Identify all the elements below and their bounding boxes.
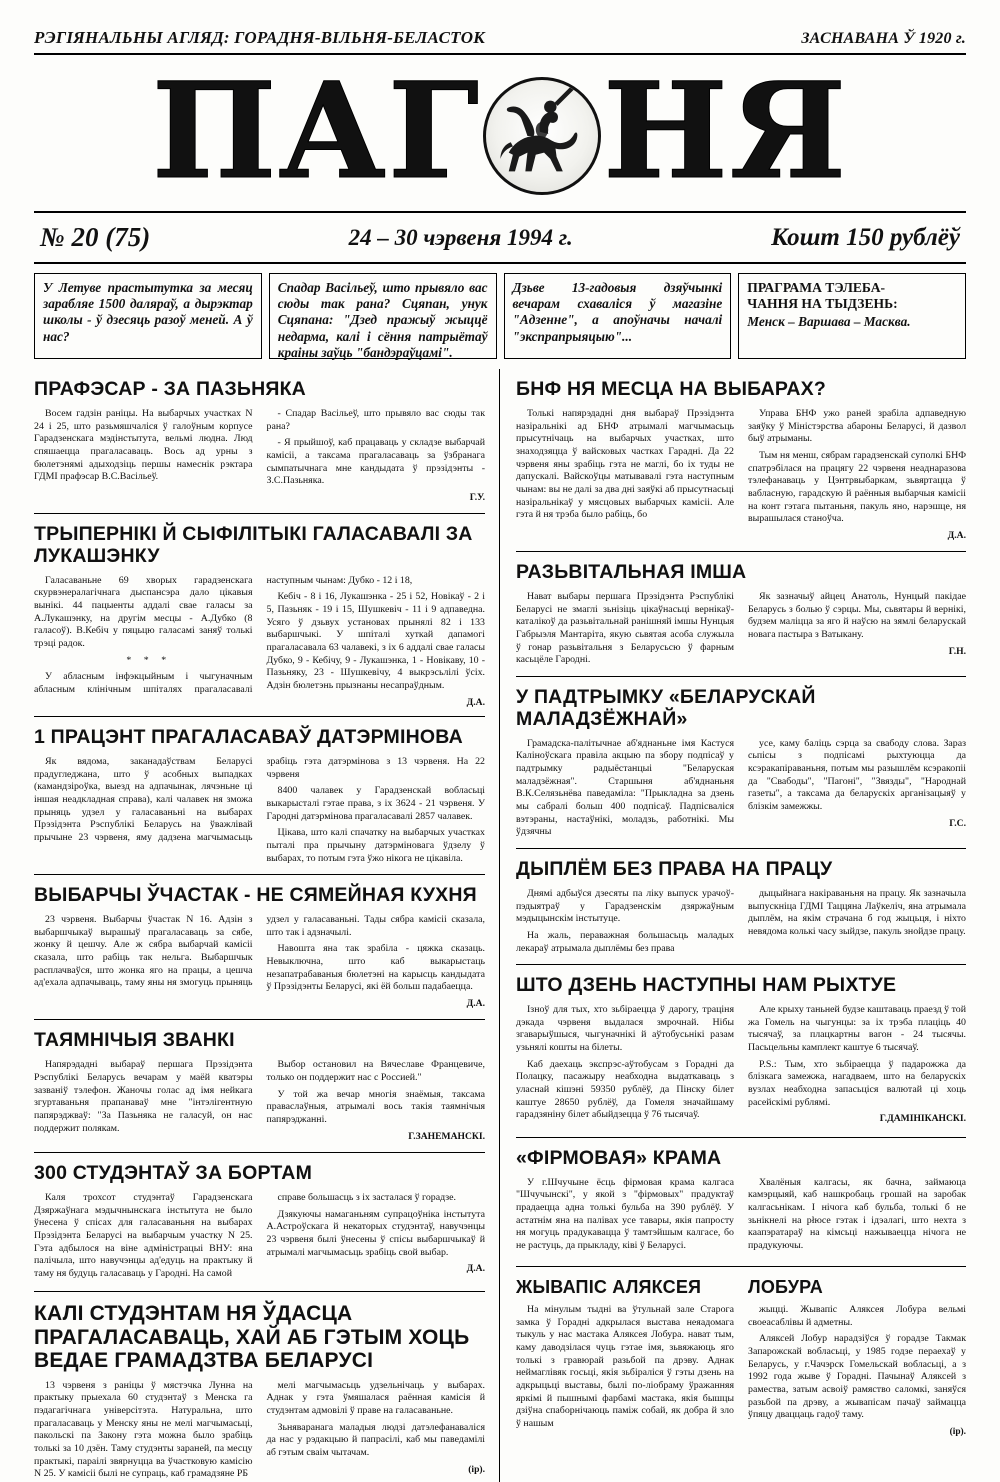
issue-price: Кошт 150 рублёў (771, 223, 960, 251)
teaser-box-2[interactable]: Спадар Васільеў, што прывяло вас сюды так рана? Сцяпан, унук Сцяпана: "Дзед пражыў жыццё недарма, калі і сёння патрыётаў краіны заўць "бандэраўцамі". (269, 273, 497, 359)
article-title: РАЗЬВІТАЛЬНАЯ ІМША (516, 561, 747, 584)
article-title: ЖЫВАПІС АЛЯКСЕЯ (516, 1276, 702, 1297)
rule-under-issue (34, 262, 966, 264)
article-prafesar (34, 379, 485, 504)
article-paragraph: - Я прыйшоў, каб працаваць у складзе выбарчай камісіі, а таксама прагаласаваць за ўзбранага сымпатычнага мне кандыдата ў прэзідэнты - З.С.Пазьняка. (266, 437, 485, 487)
teaser-box-tv-program[interactable] (738, 273, 966, 359)
article-paragraph: дыцыйнага накіраваньня на працу. Як зазначыла выпускніца ГДМІ Таццяна Лаўкеліч, яна атрымала дыплём, на якім страчана б год жыцьця, і ніхто невядома колькі часу зыйдзе, пакуль знойдзе працу. (748, 887, 966, 937)
article-paragraph: 8400 чалавек у Гарадзенскай вобласьці выкарысталі гэтае права, з іх 3624 - 21 чэрвеня. У Гародні датэрмінова прагаласавалі 2857 чалавек. (266, 785, 485, 822)
article-paragraph: Ізноў для тых, хто зьбіраецца ў дарогу, траціня дэкада чэрвеня выдалася змрочнай. Нібы згаварыўшыся, чыгуначнікі й аўтобусьнікі разам узьнялі кошты на білеты. (516, 1004, 734, 1054)
article-paragraph: Дзякуючы намаганьням супрацоўніка інстытута А.Астроўскага й некаторых студэнтаў, навучэнцы 23 чэрвеня былі ўнесены ў спісы выбаршчыкаў й атрымалі магчымасьць зрабіць свой выбар. (266, 1208, 485, 1258)
article-title: КАЛІ СТУДЭНТАМ НЯ ЎДАСЦА ПРАГАЛАСАВАЦЬ, ХАЙ АБ ГЭТЫМ ХОЦЬ ВЕДАЕ ГРАМАДЗТВА БЕЛАРУСІ (34, 1302, 470, 1373)
article-divider (516, 1137, 966, 1138)
article-paragraph: Галасаваньне 69 хворых гарадзенскага скурвэнералагічнага дыспансэра дало цікавыя вынікі. 44 пацыенты аддалі свае галасы за А.Лукашэнку, на другім месцы - А.Дубко (8 галасоў). В.Кебіч у пяцьцю галасамі заняў толькі трэці радок. (34, 574, 253, 650)
tv-program-line-1: ПРАГРАМА ТЭЛЕБА- (747, 280, 886, 295)
title-part-1: ПАГ (151, 54, 482, 209)
teaser-box-3[interactable]: Дзьве 13-гадовыя дзяўчынкі вечарам схаваліся ў магазіне "Адзенне", а апоўначы началі "экспрапрыяцыю"... (504, 273, 732, 359)
article-paragraph: Управа БНФ ужо раней зрабіла адпаведную заяўку ў Міністэрства абароны Беларусі, й дазвол быў атрыманы. (748, 407, 966, 445)
article-signature: Д.А. (466, 696, 485, 708)
left-column (34, 369, 500, 1482)
article-title: ВЫБАРЧЫ ЎЧАСТАК - НЕ СЯМЕЙНАЯ КУХНЯ (34, 884, 477, 907)
article-paragraph: У г.Шчучыне ёсць фірмовая крама калгаса "Шчучынскі", у якой з "фірмовых" прадуктаў прадаецца адна толькі бульба на 390 рублёў. У астатнім яна на палівах усе тавары, якія папросту ня могуць прадукавацца ў тамтэйшым калгасе, бо не растуць, да прыкладу, ківі ў Беларусі. (516, 1176, 734, 1252)
article-paragraph: 23 чэрвеня. Выбарчы ўчастак N 16. Адзін з выбаршчыкаў вырашыў прагаласаваць за сябе, жонку й цешчу. Але ж сябра выбарчай камісіі сказала, што рабіць так нельга. Выбаршчык расплачваўся, што жонка яго на працы, а цешча ад'ехала адпачываць, таму яны ня змогуць прыняць удзел у галасаваньні. Тады сябра камісіі сказала, што так і адзначылі. (34, 914, 485, 989)
article-paragraph: У абласным інфэкцыйным і чыгуначным абласным клінічным шпіталях прагаласавалі наступным чынам: Дубко - 12 і 18, (34, 574, 413, 696)
article-paragraph: мелі магчымасьць удзельнічаць у выбарах. Аднак у гэта ўмяшалася раённая камісія й студэнтам адмовілі ў праве на галасаваньне. (266, 1379, 485, 1416)
article-rasvitalnaja (516, 562, 966, 667)
article-paragraph: Але крыху таньней будзе каштаваць праезд ў той жа Гомель на чыгунцы: за іх трэба плаціць 40 тысячаў, за плацкартны вагон - 24 тысячы. Пасьцельны камплект каштуе 6 тысячаў. (748, 1004, 966, 1054)
article-zhyvapis-lobura (516, 1267, 966, 1442)
article-title: ТАЯМНІЧЫЯ ЗВАНКІ (34, 1029, 235, 1052)
article-u-padtrymku (516, 687, 966, 839)
article-adzin-pracent (34, 727, 485, 865)
article-paragraph: Навошта яна так зрабіла - цяжка сказаць. Невыключна, што каб выкарыстаць незапатрабаваныя бюлетэні на карысць кандыдата ў Прэзідэнты Беларусі, які ёй больш падабаецца. (266, 943, 485, 993)
article-title: ЛОБУРА (748, 1276, 823, 1297)
article-title: ТРЫПЕРНІКІ Й СЫФІЛІТЫКІ ГАЛАСАВАЛІ ЗА ЛУКАШЭНКУ (34, 523, 473, 567)
article-divider (516, 848, 966, 849)
article-kali-studentam (34, 1302, 485, 1482)
tv-program-subtitle: Менск – Варшава – Масква. (747, 314, 911, 330)
article-paragraph: Каля трохсот студэнтаў Гарадзенскага Дзяржаўнага мэдычнынскага інстытута не было ўнесена ў спісах для галасаваньня на выбарах Прэзідэнта Беларусі на выбарчым участку N 25. Гэта адбылося на віне адміністрацыі ВНУ: яна палічыла, што навучэнцы ад'едуць на практыку й таму ня будуць галасаваць у Гародні. На самой (34, 1191, 253, 1279)
article-signature: Г.ДАМІНІКАНСКІ. (879, 1113, 966, 1125)
article-paragraph: Днямі адбыўся дзесяты па ліку выпуск урачоў-пэдыятраў у Гарадзенскім дзяржаўным мэдыцынскім інстытуце. (516, 887, 734, 925)
article-paragraph: Хвалёныя калгасы, як бачна, займаюца камэрцыяй, каб нашкробаць грошай на заробак калгасьнікам. І нічога каб бульба, толькі б не зьнікнелі на płюсе гэтак і ідэалагі, што нехта з каапэратараў на кімсьці нажываецца нічога не прадукуючы. (748, 1176, 966, 1252)
masthead-logo (34, 54, 966, 209)
article-divider (516, 551, 966, 552)
teaser-box-1[interactable]: У Летуве прастытутка за месяц зарабляе 1500 даляраў, а дырэктар школы - ў дзесяць разоў меней. А ў нас? (34, 273, 262, 359)
newspaper-title (151, 54, 849, 209)
article-divider (34, 1291, 485, 1292)
article-paragraph: Цікава, што калі спачатку на выбарчых участках пыталі пра прычыну датэрміновага ўдзелу ў выбарах, то потым гэта ўжо нікога не цікавіла. (266, 827, 485, 864)
article-paragraph: Толькі напярэдадні дня выбараў Прэзідэнта назіральнікі ад БНФ атрымалі магчымасьць прысутнічаць на выбарчых участках, што знаходзяцца ў вайсковых частках Гарадні. Да 22 чэрвеня яны зрабіць гэта не маглі, бо іх туды не дапускалі. Вайскоўцы матывавалі гэта наступным чынам: вы не далі за два дні заяўкі аб прысутнасьці назіральнікаў у мясцовых выбарчых камісіі. Але гэта й ня трэба было рабіць, бо (516, 407, 734, 521)
article-paragraph: Нават выбары першага Прэзідэнта Рэспублікі Беларусі не змаглі зьнізіць цікаўнасьці вернікаў-каталікоў да разьвітальнай ранішняй імшы Нунцыя Габрыэля Мантаріта, якую сьвятая асоба служыла ў гонар разьвітальня з Беларусьсю ў фарным касьцёле Гародні. (516, 590, 734, 666)
article-signature: Г.С. (949, 817, 966, 829)
article-title: БНФ НЯ МЕСЦА НА ВЫБАРАХ? (516, 378, 826, 400)
pahonia-knight-emblem-icon (483, 77, 601, 195)
issue-number: № 20 (75) (40, 222, 151, 252)
article-title: 1 ПРАЦЭНТ ПРАГАЛАСАВАЎ ДАТЭРМІНОВА (34, 726, 463, 749)
article-paragraph: P.S.: Тым, хто зьбіраецца ў падарожжа да блізкага замежжа, нагадваем, што на беларускіх вузлах неабходна запасьціся валютай ці хоць расейскімі рублямі. (748, 1058, 966, 1108)
article-paragraph: Аляксей Лобур нарадзіўся ў горадзе Такмак Запарожскай вобласьці, у 1985 годзе пераехаў у Беларусь, у г.Чачэрск Гомельскай вобласьці, а з 1992 года жыве ў Горадні. Пачынаў Аляксей з рамества, затым асвоіў рамяство саломкі, заняўся разьбой па дрэву, а жывапісам пачаў займацца ўпяцу дваццаць гадоў таму. (748, 1333, 966, 1421)
article-paragraph: Напярэдадні выбараў першага Прэзідэнта Рэспублікі Беларусь вечарам у маёй кватэры зазваніў тэлефон. Жаночы голас ад імя нейкага згуртаваньня прапанаваў мне "інтэлігентную папярэджваў: "За Пазьняка не галасуй, он нас поддержит полякам. (34, 1059, 253, 1134)
article-signature: Г.ЗАНЕМАНСКІ. (408, 1130, 485, 1142)
article-paragraph: На мінулым тыдні ва ўтульнай зале Старога замка ў Горадні адкрылася выстава неяадомага тыкуль у нас мастака Аляксея Лобура. нават тым, каму даводзілася чуць гэтае імя, зьвяжаюць яго толькі з гравюрай разьбой па дрэву. Аднак неймаглівяк госьці, якія зьбіраліся ў гэты дзень на адкрыцьці выставы, былі по-ліобраму ўражанняя яркімі й пышнымі фарбамі мастака, якія бышцы дзіўна спаборнічаюць паміж собай, як добра й зло ў нашым (516, 1303, 734, 1429)
article-title: ПРАФЭСАР - ЗА ПАЗЬНЯКА (34, 378, 306, 400)
article-paragraph: усе, каму баліць сэрца за свабоду слова. Зараз сьпісы з подпісамі рыхтуюцца да ксэракапіраваньня, потым мы разышлём ксэракопіі да "Свабоды", "Пагоні", "Звязды", "Народнай газеты", а таксама да беларускіх арганізацыяў у блізкім замежжы. (748, 737, 966, 813)
article-title: У ПАДТРЫМКУ «БЕЛАРУСКАЙ МАЛАДЗЁЖНАЙ» (516, 686, 816, 730)
article-paragraph: Грамадска-палітычнае аб'яднаньне імя Кастуся Каліноўскага правіла акцыю па збору подпісаў у падтрымку радыёстанцыі "Беларуская маладзёжная". Старшыня аб'яднаньня В.К.Селязьнёва паведаміла: "Прыкладна за дзень мы сабралі больш 400 подпісаў. Падпісваліся вэтэраны, настаўнікі, моладзь, работнікі. Мы ўдзячны (516, 737, 734, 838)
lobura-half (748, 1267, 966, 1442)
article-signature: Д.А. (466, 1263, 485, 1275)
article-divider (34, 1019, 485, 1020)
article-paragraph: Як зазначыў айцец Анатоль, Нунцый пакідае Беларусь з болью ў сэрцы. Мы, сьвятары й вернікі, будзем маліцца за яго й наўсю на зямлі беларускай новага пастыра з Ватыкану. (748, 590, 966, 640)
article-paragraph: жыцці. Жывапіс Аляксея Лобура вельмі своеасаблівы й адметны. (748, 1303, 966, 1328)
article-paragraph: справе большасць з іх засталася ў горадзе. (277, 1191, 456, 1203)
content-columns (34, 369, 966, 1482)
article-signature: Г.У. (469, 491, 485, 503)
issue-date: 24 – 30 чэрвеня 1994 г. (348, 224, 573, 250)
article-signature: (ір). (949, 1426, 966, 1437)
tagline-right: ЗАСНАВАНА Ў 1920 г. (801, 30, 966, 47)
article-paragraph: Восем гадзін раніцы. На выбарчых участках N 24 і 25, што разьмяшчаліся ў галоўным корпусе Гарадзенскага мэдінстытута, вельмі людна. Люд спяшаецца прагаласаваць. Вось ад урны з бюлетэнямі адыходзіць першы намеснік рэктара ГДМІ прафэсар В.С.Васільеў. (34, 407, 253, 483)
article-signature: Д.А. (466, 998, 485, 1010)
article-divider (516, 964, 966, 965)
paragraph-separator: * * * (126, 654, 172, 666)
masthead-tagline-bar (34, 28, 966, 50)
article-paragraph: Тым ня менш, сябрам гарадзенскай суполкі БНФ спатрэбілася на працягу 22 чэрвеня неаднаразова тэлефанаваць у Цэнтрвыбаркам, зьвяртацца ў вабласную, гарадскую й раённыя выбарчыя камісіі на конт гэтага пытаньня, пакуль яно, нарэшце, ня вырашылася станоўча. (748, 449, 966, 525)
article-signature: Д.А. (947, 529, 966, 541)
tagline-left: РЭГІЯНАЛЬНЫ АГЛЯД: ГОРАДНЯ-ВІЛЬНЯ-БЕЛАСТОК (34, 28, 485, 47)
article-paragraph: Кебіч - 8 і 16, Лукашэнка - 25 і 52, Новікаў - 2 і 5, Пазьняк - 19 і 15, Шушкевіч - 11 і 9 адпаведна. Усяго ў дзьвух установах прынялі 82 і 133 выбаршчыкі. У шпіталі хуткай дапамогі прагаласавала 63 чалавекі, з іх 6 аддалі свае галасы Дубко, 9 - Кебічу, 9 - Лукашэнка, 1 - Новікаву, 10 - Пазьняку, 23 - Шушкевічу, 4 выкрэсьлілі ўсіх. Адзін бюлетэнь прызнаны несапраўдным. (266, 591, 485, 692)
article-paragraph: Выбор остановил на Вячеславе Францевиче, только он поддержит нас с Россией." (266, 1059, 485, 1083)
article-paragraph: На жаль, пераважная большасьць маладых лекараў атрымала дыплёмы без права (516, 929, 734, 954)
article-divider (34, 874, 485, 875)
article-title: «ФІРМОВАЯ» КРАМА (516, 1146, 722, 1169)
article-paragraph: 13 чэрвеня з раніцы ў мястэчка Лунна на практыку прыехала 60 студэнтаў з Менска га пэдагагічнага універсітэта. Натуральна, што прагаласаваць у Менску яны не мелі магчымасьці, пакольскі па Закону гэта можна было зрабіць толькі за 10 дзён. Таму студэнты зараней, па месцу практыкі, параілі звярнуцца ва ўчастковую камісію N 25. У камісіі былі не супраць, каб грамадзяне РБ (34, 1379, 253, 1480)
issue-info-bar (34, 213, 966, 262)
article-shto-dzen (516, 975, 966, 1128)
article-title: ДЫПЛЁМ БЕЗ ПРАВА НА ПРАЦУ (516, 858, 833, 881)
article-signature: Г.Н. (948, 645, 966, 657)
teaser-box-row (34, 273, 966, 359)
article-tajamnichyja (34, 1030, 485, 1143)
article-firmovaja (516, 1148, 966, 1257)
article-paragraph: Зьняваранага маладыя людзі датэлефанаваліся да нас у рэдакцыю й папрасілі, каб мы паведамілі аб гэтым сваім чытачам. (266, 1421, 485, 1458)
article-trypernikі (34, 524, 485, 709)
article-paragraph: Як вядома, заканадаўствам Беларусі прадугледжана, што ў асобных выпадках (камандзіроўка, выезд на адпачынак, лячэньне ці іншая неадкладная справа), калі чалавек ня зможа прыняць удзел у галасаваньні на выбарах Прэзідэнта Рэспублікі Беларусь на ўважлівай прычыне 23 чэрвеня, яму дадзена магчымасьць зрабіць гэта датэрмінова з 13 чэрвеня. На 22 чэрвеня (34, 755, 485, 843)
article-dyplom (516, 859, 966, 955)
article-divider (34, 513, 485, 514)
article-paragraph: - Спадар Васільеў, што прывяло вас сюды так рана? (266, 407, 485, 432)
article-divider (34, 716, 485, 717)
article-divider (516, 676, 966, 677)
article-tryста (34, 1163, 485, 1282)
article-bnf (516, 379, 966, 542)
article-divider (34, 1152, 485, 1153)
article-vybarchy (34, 885, 485, 1010)
article-paragraph: Каб даехаць экспрэс-аўтобусам з Горадні да Полацку, пасажыру неабходна выдаткаваць з уласнай кішэні 59350 рублёў, да Пінску білет каштуе 28650 рублёў, да Гомеля значайшаму гарадзяніну білет абыйдзецца ў 76 тысячаў. (516, 1058, 734, 1121)
tv-program-line-2: ЧАННЯ НА ТЫДЗЕНЬ: (747, 296, 898, 312)
right-column (500, 369, 966, 1482)
article-paragraph: У той жа вечар многія знаёмыя, таксама праваслаўныя, атрымалі вось такія таямнічыя папярэджанні. (266, 1088, 485, 1125)
title-part-2: НЯ (603, 54, 849, 209)
article-title: 300 СТУДЭНТАЎ ЗА БОРТАМ (34, 1162, 313, 1185)
article-title: ШТО ДЗЕНЬ НАСТУПНЫ НАМ РЫХТУЕ (516, 974, 897, 997)
article-signature: (ір). (468, 1463, 485, 1475)
zhyvapis-half (516, 1267, 734, 1442)
